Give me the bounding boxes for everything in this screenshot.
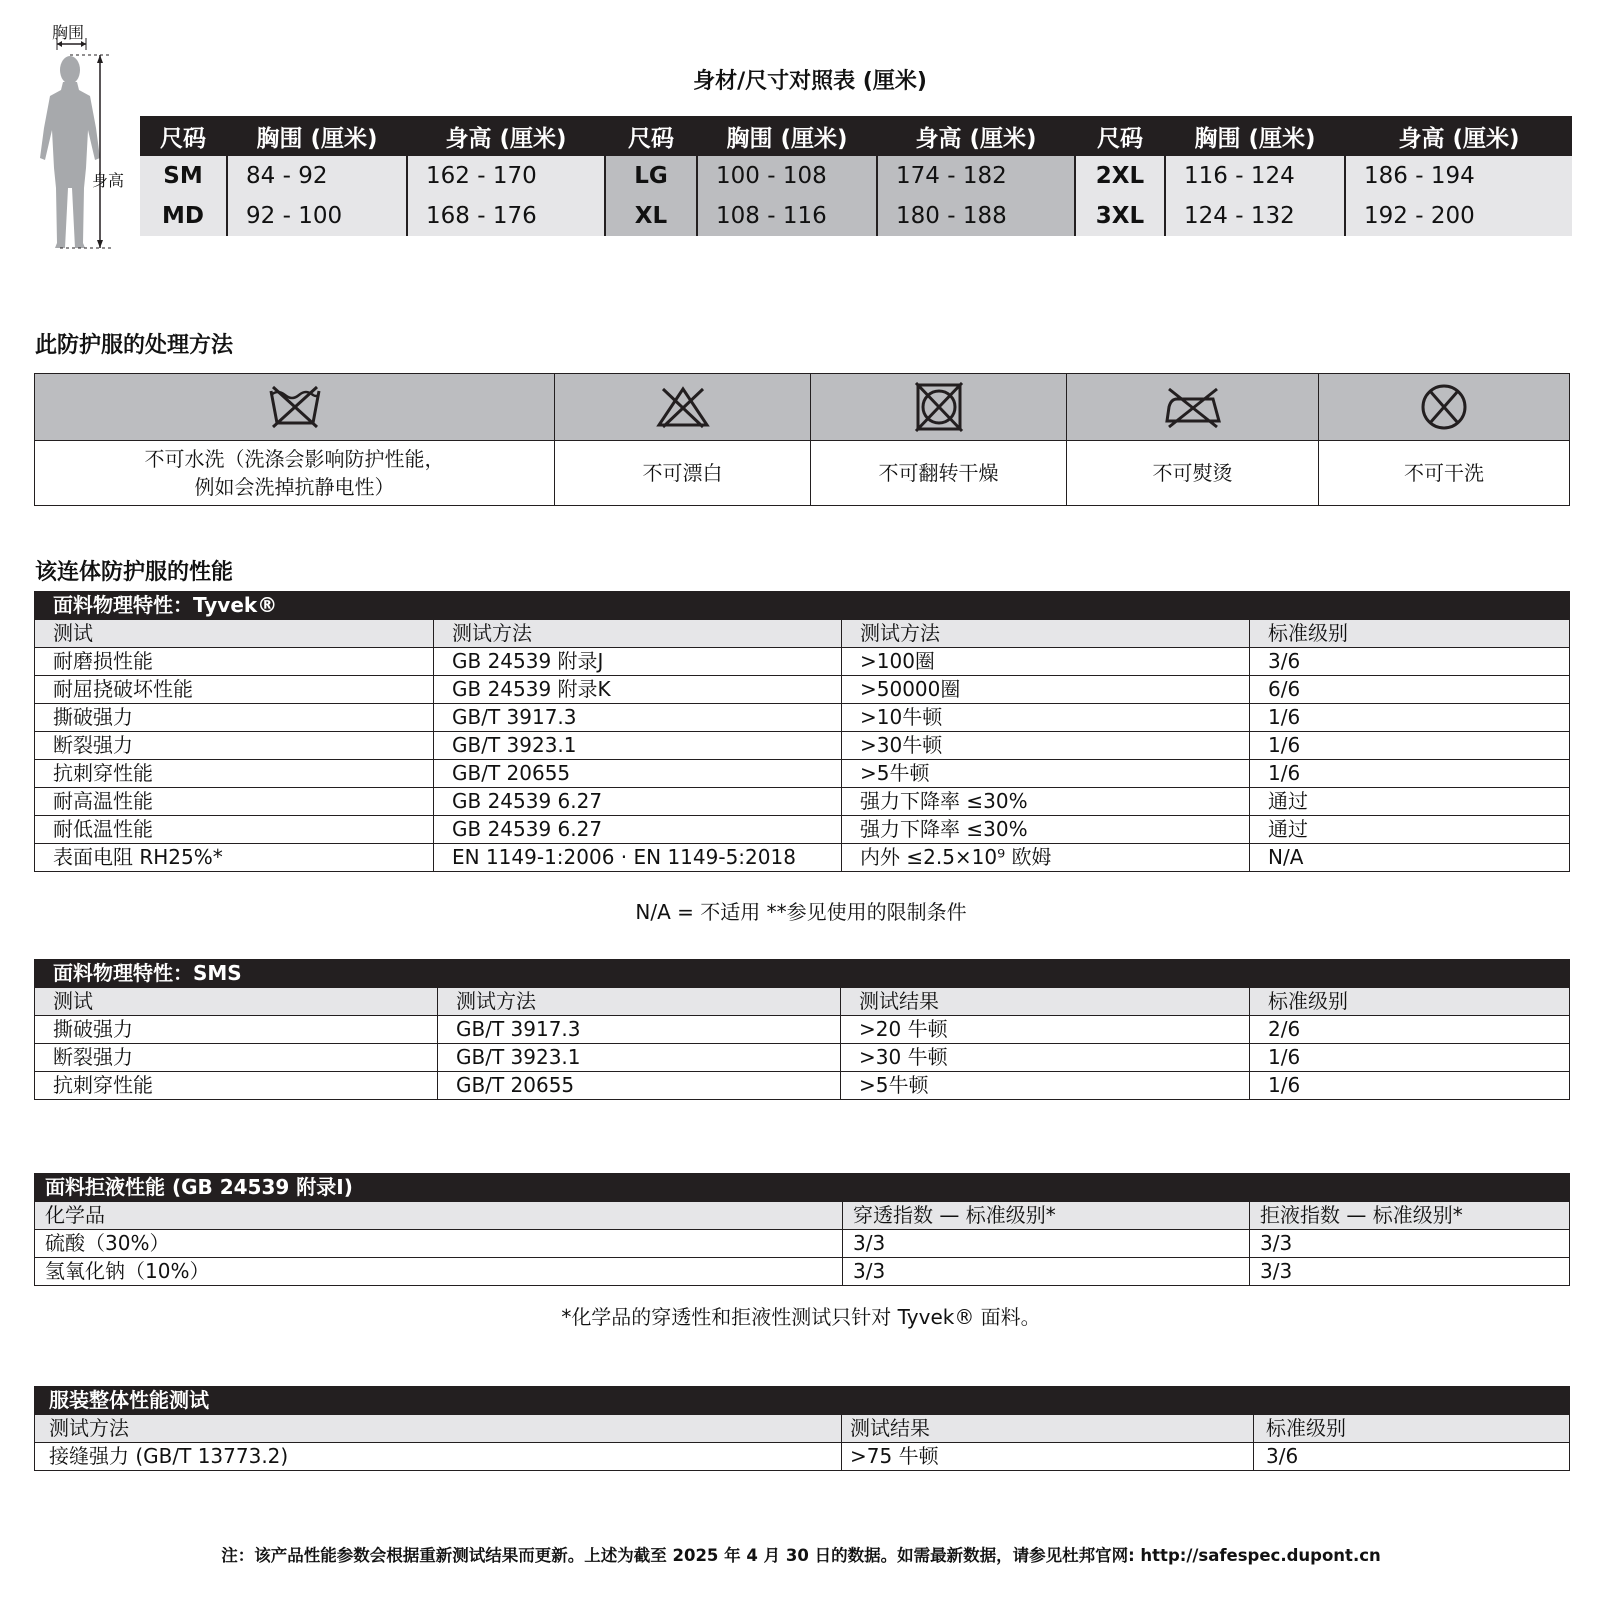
cell: >20 牛顿	[841, 1016, 1250, 1044]
cell: 耐低温性能	[35, 816, 434, 844]
table-row	[35, 1016, 1570, 1044]
care-symbols-table	[34, 373, 1570, 506]
header-cell: 尺码	[140, 116, 227, 156]
cell: 2/6	[1250, 1016, 1570, 1044]
cell: 耐磨损性能	[35, 648, 434, 676]
cell: GB 24539 附录J	[434, 648, 842, 676]
size-cell: XL	[605, 196, 697, 236]
height-label: 身高	[92, 171, 125, 190]
header-cell: 胸围 (厘米)	[1165, 116, 1345, 156]
header-cell: 尺码	[605, 116, 697, 156]
cell: 内外 ≤2.5×10⁹ 欧姆	[842, 844, 1250, 872]
no-dry-clean-icon	[1416, 383, 1472, 431]
tyvek-properties-table	[34, 591, 1570, 872]
size-chart-title: 身材/尺寸对照表 (厘米)	[693, 69, 927, 94]
height-cell: 180 - 188	[877, 196, 1075, 236]
cell: 3/3	[1250, 1230, 1570, 1258]
cell: 撕破强力	[35, 704, 434, 732]
cell: >50000圈	[842, 676, 1250, 704]
cell: >30 牛顿	[841, 1044, 1250, 1072]
cell: 断裂强力	[35, 1044, 438, 1072]
no-tumble-dry-icon	[911, 382, 967, 432]
cell: 通过	[1250, 816, 1570, 844]
cell: >100圈	[842, 648, 1250, 676]
table-row	[35, 1044, 1570, 1072]
liquid-repellency-table	[34, 1173, 1570, 1286]
header-cell: 测试方法	[438, 988, 841, 1016]
cell: GB/T 20655	[438, 1072, 841, 1100]
size-row	[140, 196, 1572, 236]
cell: EN 1149-1:2006 · EN 1149-5:2018	[434, 844, 842, 872]
cell: 1/6	[1250, 1044, 1570, 1072]
table-row	[35, 760, 1570, 788]
table-row	[35, 1230, 1570, 1258]
header-cell: 身高 (厘米)	[877, 116, 1075, 156]
cell: >10牛顿	[842, 704, 1250, 732]
cell: GB 24539 6.27	[434, 816, 842, 844]
header-cell: 尺码	[1075, 116, 1165, 156]
chest-cell: 124 - 132	[1165, 196, 1345, 236]
chemical-note: *化学品的穿透性和拒液性测试只针对 Tyvek® 面料。	[561, 1305, 1041, 1329]
sms-properties-table	[34, 959, 1570, 1100]
size-chart-header-row	[140, 116, 1572, 156]
size-chart-table	[140, 116, 1572, 236]
cell: GB 24539 6.27	[434, 788, 842, 816]
cell: GB/T 3923.1	[434, 732, 842, 760]
chest-cell: 92 - 100	[227, 196, 407, 236]
header-cell: 标准级别	[1250, 988, 1570, 1016]
human-silhouette-icon	[30, 38, 140, 263]
header-cell: 测试方法	[842, 620, 1250, 648]
table-row	[35, 844, 1570, 872]
header-cell: 拒液指数 — 标准级别*	[1250, 1202, 1570, 1230]
header-cell: 身高 (厘米)	[407, 116, 605, 156]
table-title: 面料拒液性能 (GB 24539 附录I)	[35, 1174, 1570, 1202]
cell: >5牛顿	[842, 760, 1250, 788]
header-cell: 标准级别	[1254, 1415, 1570, 1443]
cell: 1/6	[1250, 704, 1570, 732]
cell: 断裂强力	[35, 732, 434, 760]
size-cell: SM	[140, 156, 227, 196]
cell: 1/6	[1250, 732, 1570, 760]
care-icon-cell	[1319, 374, 1570, 441]
height-cell: 192 - 200	[1345, 196, 1572, 236]
table-row	[35, 1072, 1570, 1100]
cell: 强力下降率 ≤30%	[842, 788, 1250, 816]
header-cell: 测试	[35, 620, 434, 648]
height-cell: 168 - 176	[407, 196, 605, 236]
performance-heading: 该连体防护服的性能	[35, 560, 234, 585]
care-label: 不可熨烫	[1067, 441, 1319, 506]
header-cell: 身高 (厘米)	[1345, 116, 1572, 156]
care-icon-cell	[35, 374, 555, 441]
header-cell: 测试方法	[434, 620, 842, 648]
cell: 通过	[1250, 788, 1570, 816]
height-cell: 162 - 170	[407, 156, 605, 196]
cell: >75 牛顿	[842, 1443, 1254, 1471]
cell: 硫酸（30%）	[35, 1230, 843, 1258]
cell: >5牛顿	[841, 1072, 1250, 1100]
height-cell: 186 - 194	[1345, 156, 1572, 196]
cell: GB/T 3917.3	[434, 704, 842, 732]
no-iron-icon	[1163, 385, 1223, 429]
cell: 氢氧化钠（10%）	[35, 1258, 843, 1286]
table-row	[35, 788, 1570, 816]
height-cell: 174 - 182	[877, 156, 1075, 196]
care-label: 不可水洗（洗涤会影响防护性能， 例如会洗掉抗静电性）	[35, 441, 555, 506]
cell: 抗刺穿性能	[35, 760, 434, 788]
header-cell: 穿透指数 — 标准级别*	[843, 1202, 1250, 1230]
footnote: 注：该产品性能参数会根据重新测试结果而更新。上述为截至 2025 年 4 月 30 日的数据。如需最新数据，请参见杜邦官网: http://safespec.dupont.cn	[221, 1546, 1381, 1565]
cell: 3/3	[1250, 1258, 1570, 1286]
cell: 撕破强力	[35, 1016, 438, 1044]
body-measurement-figure	[30, 18, 140, 258]
table-row	[35, 816, 1570, 844]
cell: >30牛顿	[842, 732, 1250, 760]
chest-cell: 108 - 116	[697, 196, 877, 236]
cell: N/A	[1250, 844, 1570, 872]
size-cell: 3XL	[1075, 196, 1165, 236]
care-label: 不可漂白	[555, 441, 811, 506]
header-cell: 测试结果	[841, 988, 1250, 1016]
table-title: 面料物理特性：SMS	[35, 960, 1570, 988]
care-label: 不可干洗	[1319, 441, 1570, 506]
cell: 强力下降率 ≤30%	[842, 816, 1250, 844]
cell: 抗刺穿性能	[35, 1072, 438, 1100]
no-wash-icon	[267, 385, 323, 429]
header-cell: 测试	[35, 988, 438, 1016]
cell: 表面电阻 RH25%*	[35, 844, 434, 872]
cell: 3/3	[843, 1258, 1250, 1286]
header-cell: 测试结果	[842, 1415, 1254, 1443]
table-row	[35, 648, 1570, 676]
table-row	[35, 732, 1570, 760]
care-label: 不可翻转干燥	[811, 441, 1067, 506]
header-cell: 化学品	[35, 1202, 843, 1230]
size-cell: LG	[605, 156, 697, 196]
cell: GB/T 3917.3	[438, 1016, 841, 1044]
chest-cell: 100 - 108	[697, 156, 877, 196]
cell: 6/6	[1250, 676, 1570, 704]
care-heading: 此防护服的处理方法	[35, 333, 234, 358]
cell: GB 24539 附录K	[434, 676, 842, 704]
chest-cell: 116 - 124	[1165, 156, 1345, 196]
header-cell: 胸围 (厘米)	[227, 116, 407, 156]
header-cell: 胸围 (厘米)	[697, 116, 877, 156]
table-row	[35, 676, 1570, 704]
table-row	[35, 1258, 1570, 1286]
chest-cell: 84 - 92	[227, 156, 407, 196]
care-icon-cell	[811, 374, 1067, 441]
table-row	[35, 1443, 1570, 1471]
cell: 耐屈挠破坏性能	[35, 676, 434, 704]
garment-performance-table	[34, 1386, 1570, 1471]
care-icon-cell	[555, 374, 811, 441]
chest-label: 胸围	[52, 23, 85, 42]
na-note: N/A = 不适用 **参见使用的限制条件	[635, 900, 967, 924]
cell: GB/T 3923.1	[438, 1044, 841, 1072]
cell: GB/T 20655	[434, 760, 842, 788]
cell: 1/6	[1250, 760, 1570, 788]
header-cell: 测试方法	[35, 1415, 842, 1443]
cell: 1/6	[1250, 1072, 1570, 1100]
size-cell: MD	[140, 196, 227, 236]
header-cell: 标准级别	[1250, 620, 1570, 648]
cell: 3/3	[843, 1230, 1250, 1258]
no-bleach-icon	[655, 385, 711, 429]
cell: 3/6	[1254, 1443, 1570, 1471]
size-row	[140, 156, 1572, 196]
care-icon-cell	[1067, 374, 1319, 441]
cell: 接缝强力 (GB/T 13773.2)	[35, 1443, 842, 1471]
table-row	[35, 704, 1570, 732]
table-title: 服装整体性能测试	[35, 1387, 1570, 1415]
table-title: 面料物理特性：Tyvek®	[35, 592, 1570, 620]
size-cell: 2XL	[1075, 156, 1165, 196]
cell: 耐高温性能	[35, 788, 434, 816]
cell: 3/6	[1250, 648, 1570, 676]
